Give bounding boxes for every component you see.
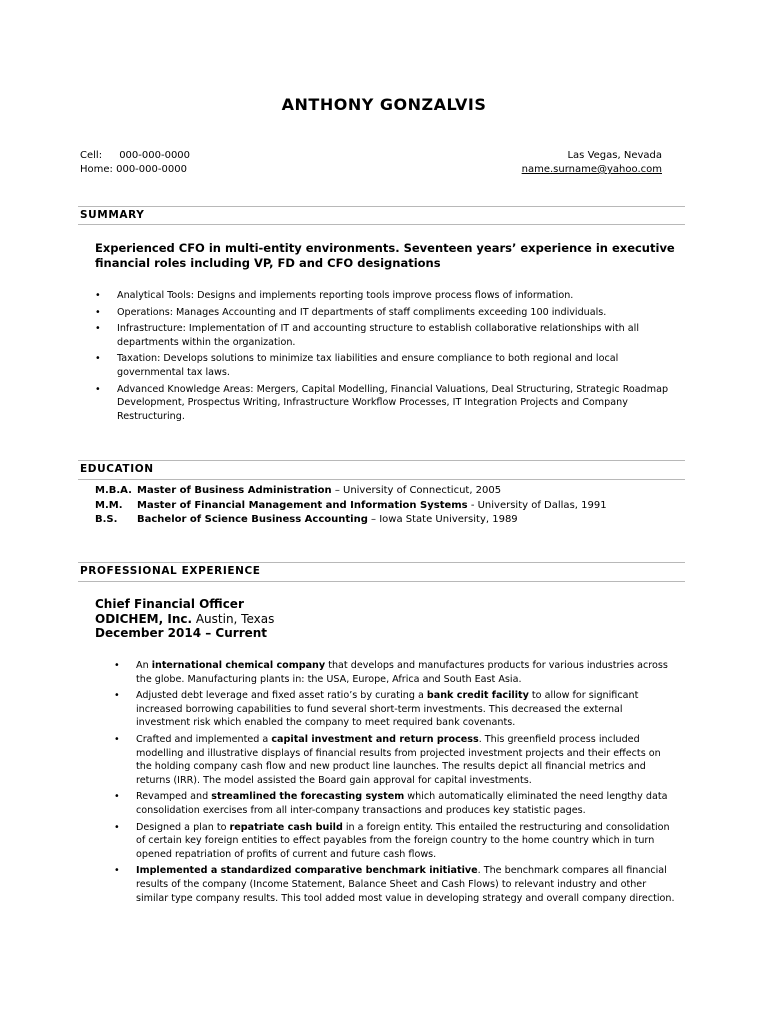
education-entry: [95, 484, 607, 499]
cell-row: [80, 149, 190, 163]
bullet-text: Infrastructure: Implementation of IT and accounting structure to establish collaborative relationships with all departments within the organization.: [117, 323, 640, 348]
degree-name: Master of Business Administration: [137, 485, 332, 496]
email-link[interactable]: name.surname@yahoo.com: [521, 164, 662, 175]
degree-name: Master of Financial Management and Information Systems: [137, 499, 468, 511]
bullet-post: to allow for significant increased borrowing capabilities to fund several short-term investments. This decreased the external investment risk which enabled the company to meet required bank covenants.: [136, 690, 639, 729]
section-divider: [78, 206, 685, 207]
bullet-icon: •: [114, 791, 120, 803]
bullet-text: Taxation: Develops solutions to minimize tax liabilities and ensure compliance to both regional and local governmental tax laws.: [117, 353, 619, 378]
cell-label: Cell:: [80, 150, 103, 161]
section-divider: [78, 562, 685, 563]
section-divider: [78, 460, 685, 461]
phone-contacts: [80, 149, 190, 177]
bullet-text: Advanced Knowledge Areas: Mergers, Capital Modelling, Financial Valuations, Deal Structuring, Strategic Roadmap Development, Prospectus Writing, Infrastructure Workflow Processes, IT Integration Projects and Company Restructuring.: [117, 383, 669, 422]
bullet-pre: Crafted and implemented a: [136, 733, 272, 745]
list-item: [95, 352, 677, 379]
degree-abbr: M.B.A.: [95, 485, 132, 496]
bullet-icon: •: [114, 733, 120, 745]
section-divider: [78, 224, 685, 225]
bullet-icon: •: [114, 865, 120, 877]
company-line: [95, 612, 274, 627]
location-contacts: [522, 149, 662, 177]
bullet-post: . This greenfield process included modelling and illustrative displays of financial results from projected investment projects and their effects on the holding company cash flow and new product line launches. The results depict all financial metrics and returns (IRR). The model assisted the Board gain approval for capital investments.: [136, 733, 661, 786]
job-header: [95, 597, 274, 641]
experience-heading: PROFESSIONAL EXPERIENCE: [80, 565, 261, 577]
list-item: [95, 306, 677, 320]
bullet-highlight: capital investment and return process: [271, 733, 479, 745]
company-name: ODICHEM, Inc.: [95, 611, 193, 626]
home-label: Home:: [80, 164, 113, 175]
bullet-text: Analytical Tools: Designs and implements reporting tools improve process flows of information.: [117, 290, 574, 301]
degree-name: Bachelor of Science Business Accounting: [137, 514, 368, 525]
home-number: 000-000-0000: [116, 164, 187, 175]
location: Las Vegas, Nevada: [567, 150, 662, 161]
bullet-pre: Adjusted debt leverage and fixed asset ratio’s by curating a: [136, 690, 427, 702]
bullet-icon: •: [95, 290, 101, 301]
school: University of Connecticut, 2005: [343, 485, 502, 496]
summary-heading: SUMMARY: [80, 209, 145, 221]
degree-separator: –: [367, 514, 380, 525]
bullet-pre: Revamped and: [136, 791, 212, 803]
list-item: [114, 821, 676, 862]
school: University of Dallas, 1991: [477, 499, 607, 511]
summary-bullets: [95, 289, 677, 426]
list-item: [114, 689, 676, 730]
list-item: [95, 322, 677, 349]
bullet-pre: Designed a plan to: [136, 821, 230, 833]
degree-abbr: M.M.: [95, 499, 123, 511]
education-entry: [95, 499, 607, 514]
bullet-post: . The benchmark compares all financial results of the company (Income Statement, Balance Sheet and Cash Flows) to relevant industry and other similar type company results. This tool added most value in developing strategy and overall company direction.: [136, 865, 675, 904]
bullet-pre: An: [136, 660, 152, 671]
bullet-icon: •: [95, 353, 101, 365]
degree-abbr: B.S.: [95, 514, 118, 525]
list-item: [114, 733, 676, 787]
candidate-name: ANTHONY GONZALVIS: [281, 95, 487, 114]
list-item: [95, 383, 677, 424]
education-heading: EDUCATION: [80, 463, 154, 475]
bullet-icon: •: [95, 383, 101, 395]
experience-bullets: [114, 659, 676, 908]
bullet-highlight: repatriate cash build: [229, 821, 343, 833]
bullet-icon: •: [114, 821, 120, 833]
degree-separator: –: [331, 485, 343, 496]
list-item: [95, 289, 677, 303]
education-entry: [95, 513, 607, 528]
section-divider: [78, 479, 685, 480]
bullet-highlight: Implemented a standardized comparative benchmark initiative: [136, 865, 478, 877]
section-divider: [78, 581, 685, 582]
bullet-icon: •: [114, 660, 120, 671]
job-dates: December 2014 – Current: [95, 626, 268, 640]
degree-separator: -: [467, 499, 478, 511]
home-row: [80, 163, 190, 177]
bullet-post: which automatically eliminated the need lengthy data consolidation exercises from all inter-company transactions and produces key statistic pages.: [136, 791, 668, 816]
bullet-icon: •: [95, 306, 101, 318]
list-item: [114, 864, 676, 905]
list-item: [114, 659, 676, 686]
bullet-highlight: bank credit facility: [426, 690, 529, 702]
company-location: Austin, Texas: [192, 611, 275, 626]
education-list: [95, 484, 607, 528]
bullet-highlight: international chemical company: [151, 660, 326, 671]
cell-number: 000-000-0000: [119, 150, 191, 161]
list-item: [114, 790, 676, 817]
job-title: Chief Financial Officer: [95, 597, 244, 611]
summary-lead: Experienced CFO in multi-entity environments. Seventeen years’ experience in executive financial roles including VP, FD and CFO designations: [95, 241, 675, 270]
school: Iowa State University, 1989: [379, 514, 518, 525]
bullet-post: in a foreign entity. This entailed the restructuring and consolidation of certain key foreign entities to effect payables from the foreign country to the home country which in turn opened repatriation of profits of current and future cash flows.: [136, 821, 670, 860]
bullet-post: that develops and manufactures products for various industries across the globe. Manufacturing plants in: the USA, Europe, Africa and South East Asia.: [136, 660, 668, 685]
bullet-highlight: streamlined the forecasting system: [211, 791, 405, 803]
bullet-icon: •: [95, 323, 101, 335]
bullet-icon: •: [114, 690, 120, 702]
bullet-text: Operations: Manages Accounting and IT departments of staff compliments exceeding 100 individuals.: [117, 306, 607, 318]
